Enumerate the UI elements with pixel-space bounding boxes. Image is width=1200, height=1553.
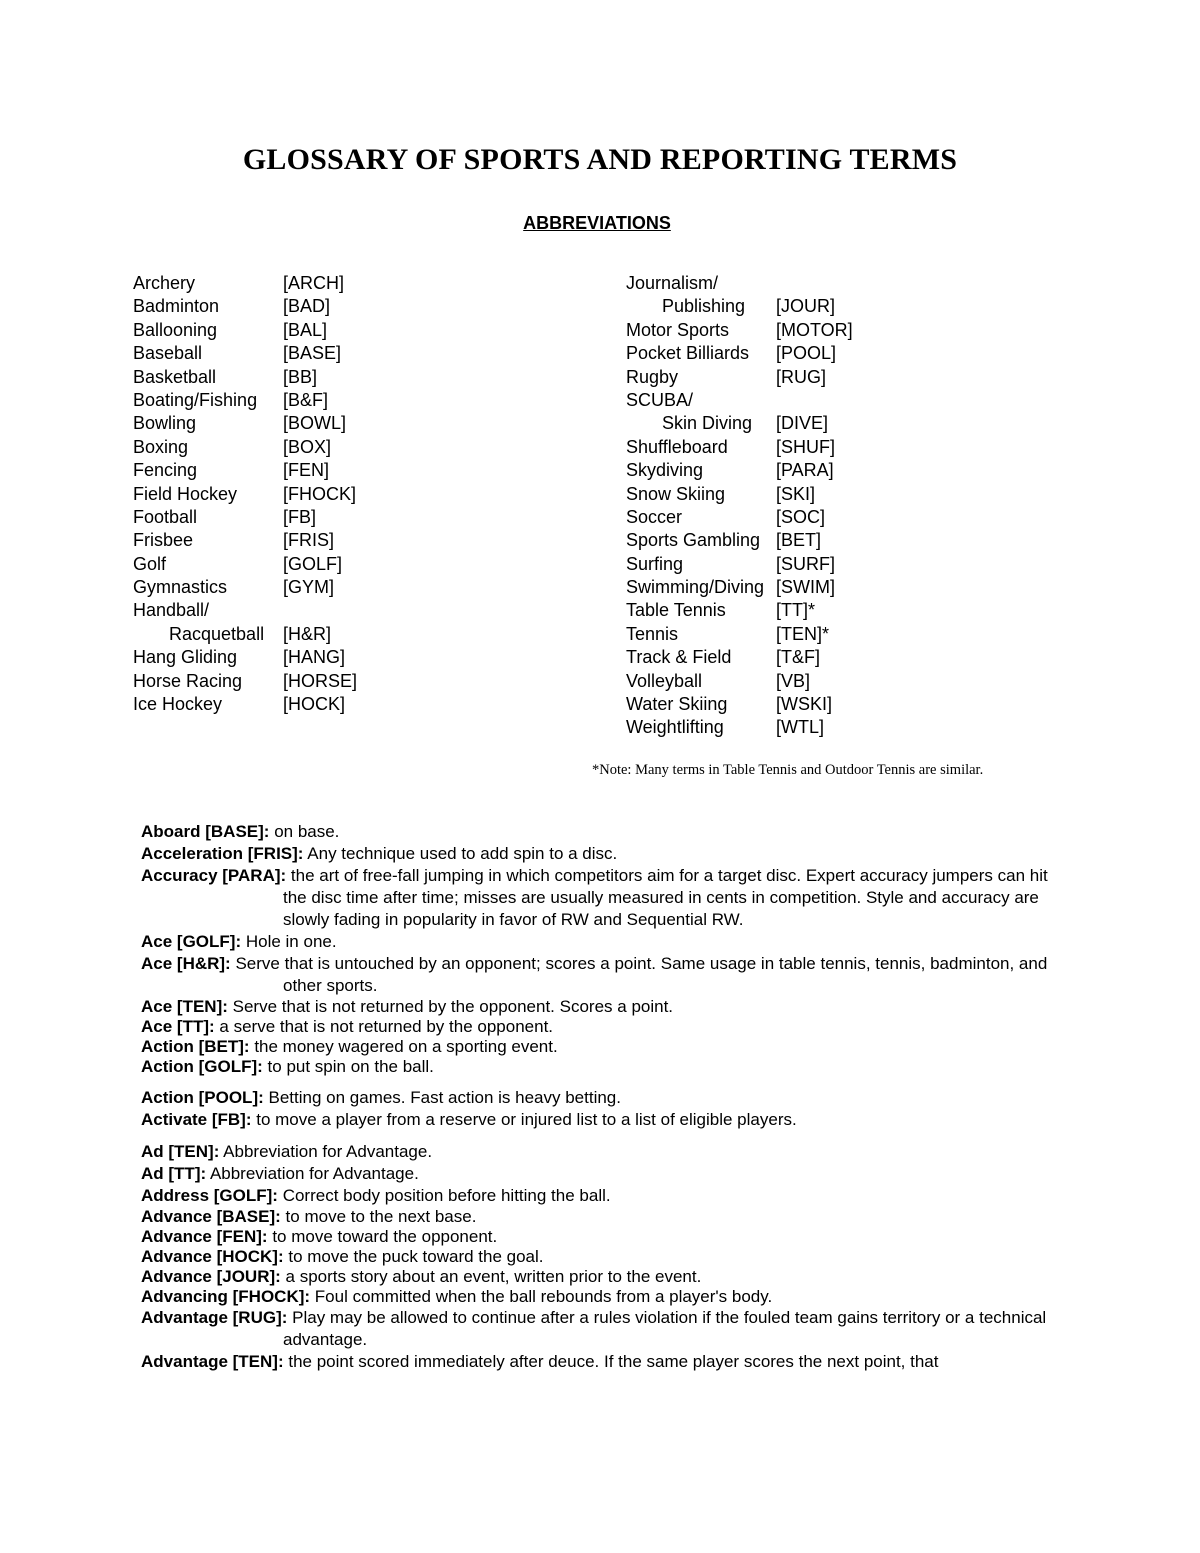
sport-code: [FRIS] bbox=[283, 530, 335, 551]
glossary-entry bbox=[141, 1307, 1061, 1351]
sport-name: Ice Hockey bbox=[133, 694, 223, 715]
glossary-definition: Abbreviation for Advantage. bbox=[223, 1142, 433, 1161]
sport-code: [PARA] bbox=[776, 460, 834, 481]
sport-name: Table Tennis bbox=[626, 600, 726, 621]
glossary-definition: on base. bbox=[274, 822, 340, 841]
sport-code: [B&F] bbox=[283, 389, 329, 410]
sport-name: Fencing bbox=[133, 460, 198, 481]
glossary-term: Advancing [FHOCK]: bbox=[141, 1287, 311, 1306]
sport-name: Tennis bbox=[626, 623, 679, 644]
glossary-term: Activate [FB]: bbox=[141, 1110, 252, 1129]
glossary-term: Ace [H&R]: bbox=[141, 954, 231, 973]
glossary-entry bbox=[141, 1185, 1061, 1207]
glossary-term: Advance [JOUR]: bbox=[141, 1267, 281, 1286]
sport-code: [SHUF] bbox=[776, 436, 836, 457]
glossary-term: Address [GOLF]: bbox=[141, 1186, 278, 1205]
glossary-entry bbox=[141, 1057, 1061, 1077]
sport-name: Shuffleboard bbox=[626, 436, 728, 457]
glossary-definition: Betting on games. Fast action is heavy betting. bbox=[268, 1088, 621, 1107]
glossary-definition: the art of free-fall jumping in which competitors aim for a target disc. Expert accuracy jumpers can hit the disc time after time; misses are usually measured in cents in competition. Style and accuracy are slowly fading in popularity in favor of RW and Sequential RW. bbox=[283, 866, 1048, 929]
sport-name: Ballooning bbox=[133, 319, 218, 340]
sport-code: [JOUR] bbox=[776, 296, 836, 317]
sport-code: [GOLF] bbox=[283, 553, 343, 574]
sport-code: [FHOCK] bbox=[283, 483, 357, 504]
sport-name: Archery bbox=[133, 273, 196, 293]
glossary-definition: Correct body position before hitting the ball. bbox=[282, 1186, 611, 1205]
glossary-entries bbox=[141, 821, 1061, 1373]
sport-name: Weightlifting bbox=[626, 717, 724, 738]
sport-code: [T&F] bbox=[776, 647, 820, 668]
glossary-term: Advantage [RUG]: bbox=[141, 1308, 288, 1327]
sport-name: Water Skiing bbox=[626, 694, 728, 715]
sport-code: [FEN] bbox=[283, 460, 330, 481]
sport-code: [SOC] bbox=[776, 506, 826, 527]
sport-code: [RUG] bbox=[776, 366, 827, 387]
glossary-term: Ace [GOLF]: bbox=[141, 932, 242, 951]
glossary-definition: Play may be allowed to continue after a rules violation if the fouled team gains territory or a technical advantage. bbox=[283, 1308, 1047, 1349]
sport-code: [BASE] bbox=[283, 343, 342, 364]
glossary-entry bbox=[141, 1109, 1061, 1131]
sport-name: Gymnastics bbox=[133, 577, 228, 598]
sport-name: Golf bbox=[133, 553, 167, 574]
sport-name: Boxing bbox=[133, 436, 189, 457]
sport-name: Hang Gliding bbox=[133, 647, 238, 668]
glossary-term: Advantage [TEN]: bbox=[141, 1352, 284, 1371]
glossary-definition: to move the puck toward the goal. bbox=[288, 1247, 544, 1266]
sport-name: Field Hockey bbox=[133, 483, 238, 504]
sport-code: [HANG] bbox=[283, 647, 346, 668]
sport-code: [BB] bbox=[283, 366, 318, 387]
glossary-definition: a sports story about an event, written prior to the event. bbox=[285, 1267, 702, 1286]
glossary-term: Action [GOLF]: bbox=[141, 1057, 263, 1076]
sport-code: [SURF] bbox=[776, 553, 836, 574]
glossary-definition: Serve that is not returned by the opponent. Scores a point. bbox=[232, 997, 674, 1016]
glossary-definition: Any technique used to add spin to a disc. bbox=[307, 844, 618, 863]
sport-name: Sports Gambling bbox=[626, 530, 761, 551]
glossary-entry bbox=[141, 1207, 1061, 1227]
sport-code: [BAL] bbox=[283, 319, 328, 340]
glossary-term: Ace [TT]: bbox=[141, 1017, 215, 1036]
sport-name: Motor Sports bbox=[626, 319, 730, 340]
glossary-definition: Hole in one. bbox=[245, 932, 337, 951]
sport-name: Basketball bbox=[133, 366, 217, 387]
sport-code: [TEN]* bbox=[776, 623, 830, 644]
glossary-term: Advance [HOCK]: bbox=[141, 1247, 284, 1266]
sport-code: [H&R] bbox=[283, 623, 332, 644]
glossary-entry bbox=[141, 1287, 1061, 1307]
sport-code: [DIVE] bbox=[776, 413, 829, 434]
glossary-term: Advance [BASE]: bbox=[141, 1207, 281, 1226]
glossary-definition: Foul committed when the ball rebounds from a player's body. bbox=[314, 1287, 773, 1306]
glossary-definition: to put spin on the ball. bbox=[267, 1057, 434, 1076]
glossary-entry bbox=[141, 1017, 1061, 1037]
sport-name: Skydiving bbox=[626, 460, 704, 481]
glossary-entry bbox=[141, 1037, 1061, 1057]
sport-name: Pocket Billiards bbox=[626, 343, 750, 364]
sport-name: Snow Skiing bbox=[626, 483, 726, 504]
glossary-definition: Abbreviation for Advantage. bbox=[209, 1164, 419, 1183]
sport-code: [GYM] bbox=[283, 577, 335, 598]
glossary-entry bbox=[141, 843, 1061, 865]
sport-name: SCUBA/ bbox=[626, 389, 694, 410]
sport-name: Volleyball bbox=[626, 670, 703, 691]
sport-code: [TT]* bbox=[776, 600, 815, 621]
sport-code: [BAD] bbox=[283, 296, 331, 317]
glossary-definition: Serve that is untouched by an opponent; scores a point. Same usage in table tennis, tennis, badminton, and other sports. bbox=[235, 954, 1048, 995]
glossary-entry bbox=[141, 865, 1061, 931]
glossary-term: Aboard [BASE]: bbox=[141, 822, 270, 841]
sport-name: Publishing bbox=[662, 296, 746, 317]
glossary-definition: to move to the next base. bbox=[285, 1207, 477, 1226]
sport-name: Soccer bbox=[626, 506, 683, 527]
sport-code: [BOWL] bbox=[283, 413, 347, 434]
sport-name: Handball/ bbox=[133, 600, 210, 621]
glossary-entry bbox=[141, 1351, 1061, 1373]
sport-name: Football bbox=[133, 506, 198, 527]
sport-name: Baseball bbox=[133, 343, 203, 364]
sport-name: Track & Field bbox=[626, 647, 732, 668]
glossary-entry bbox=[141, 1087, 1061, 1109]
sport-name: Journalism/ bbox=[626, 273, 719, 293]
sport-name: Skin Diving bbox=[662, 413, 753, 434]
glossary-entry bbox=[141, 1267, 1061, 1287]
glossary-definition: the money wagered on a sporting event. bbox=[254, 1037, 558, 1056]
glossary-term: Ad [TEN]: bbox=[141, 1142, 220, 1161]
glossary-term: Action [BET]: bbox=[141, 1037, 250, 1056]
glossary-entry bbox=[141, 1247, 1061, 1267]
sport-code: [HOCK] bbox=[283, 694, 346, 715]
sport-name: Frisbee bbox=[133, 530, 194, 551]
sport-name: Horse Racing bbox=[133, 670, 243, 691]
footnote: *Note: Many terms in Table Tennis and Outdoor Tennis are similar. bbox=[592, 762, 984, 778]
glossary-definition: a serve that is not returned by the opponent. bbox=[219, 1017, 554, 1036]
glossary-term: Acceleration [FRIS]: bbox=[141, 844, 304, 863]
glossary-entry bbox=[141, 953, 1061, 997]
sport-name: Boating/Fishing bbox=[133, 389, 258, 410]
glossary-term: Advance [FEN]: bbox=[141, 1227, 268, 1246]
sport-code: [FB] bbox=[283, 506, 317, 527]
glossary-entry bbox=[141, 1141, 1061, 1163]
glossary-entry bbox=[141, 821, 1061, 843]
glossary-term: Accuracy [PARA]: bbox=[141, 866, 287, 885]
sport-name: Surfing bbox=[626, 553, 684, 574]
sport-code: [BET] bbox=[776, 530, 822, 551]
glossary-definition: to move toward the opponent. bbox=[272, 1227, 498, 1246]
glossary-term: Ad [TT]: bbox=[141, 1164, 207, 1183]
sport-name: Racquetball bbox=[169, 623, 265, 644]
glossary-definition: to move a player from a reserve or injured list to a list of eligible players. bbox=[256, 1110, 797, 1129]
sport-code: [SKI] bbox=[776, 483, 816, 504]
sport-code: [BOX] bbox=[283, 436, 332, 457]
glossary-entry bbox=[141, 1227, 1061, 1247]
sport-code: [ARCH] bbox=[283, 273, 345, 293]
sport-code: [HORSE] bbox=[283, 670, 358, 691]
glossary-entry bbox=[141, 931, 1061, 953]
glossary-entry bbox=[141, 1163, 1061, 1185]
glossary-term: Action [POOL]: bbox=[141, 1088, 264, 1107]
abbreviations-heading: ABBREVIATIONS bbox=[523, 213, 671, 233]
glossary-term: Ace [TEN]: bbox=[141, 997, 228, 1016]
sport-name: Rugby bbox=[626, 366, 679, 387]
sport-code: [WSKI] bbox=[776, 694, 833, 715]
sport-code: [VB] bbox=[776, 670, 811, 691]
sport-name: Bowling bbox=[133, 413, 197, 434]
sport-code: [POOL] bbox=[776, 343, 837, 364]
glossary-entry bbox=[141, 997, 1061, 1017]
page-title: GLOSSARY OF SPORTS AND REPORTING TERMS bbox=[242, 143, 958, 176]
sport-code: [SWIM] bbox=[776, 577, 835, 598]
sport-name: Badminton bbox=[133, 296, 220, 317]
glossary-definition: the point scored immediately after deuce. If the same player scores the next point, that bbox=[288, 1352, 939, 1371]
sport-name: Swimming/Diving bbox=[626, 577, 765, 598]
sport-code: [WTL] bbox=[776, 717, 824, 738]
sport-code: [MOTOR] bbox=[776, 319, 853, 340]
